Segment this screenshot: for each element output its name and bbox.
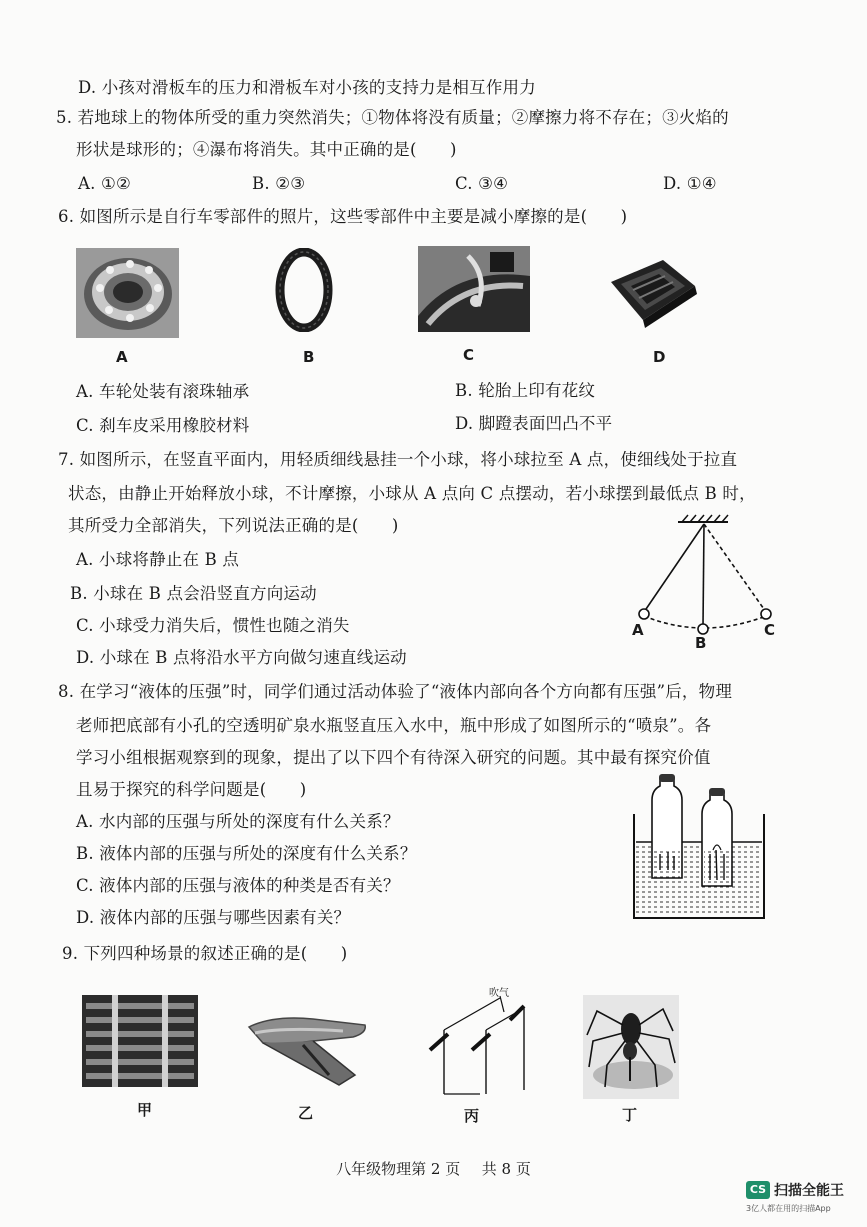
ball-bearing-photo <box>76 248 179 338</box>
q7-option-d: D. 小球在 B 点将沿水平方向做匀速直线运动 <box>76 648 407 667</box>
railway-sleepers-photo <box>82 995 198 1087</box>
watermark-name: 扫描全能王 <box>774 1183 844 1199</box>
q6-option-a: A. 车轮处装有滚珠轴承 <box>76 382 250 401</box>
q8-option-c: C. 液体内部的压强与液体的种类是否有关？ <box>76 876 400 895</box>
q7-option-b: B. 小球在 B 点会沿竖直方向运动 <box>70 584 317 603</box>
tire-photo <box>275 248 333 332</box>
q6-caption-b: B <box>303 348 315 366</box>
brake-photo <box>418 246 530 332</box>
mosquito-photo <box>583 995 679 1099</box>
pendulum-label-a: A <box>632 621 644 639</box>
watermark-tagline: 3亿人都在用的扫描App <box>746 1204 831 1213</box>
q7-option-c: C. 小球受力消失后，惯性也随之消失 <box>76 616 350 635</box>
pendulum-label-b: B <box>695 634 707 652</box>
q8-option-d: D. 液体内部的压强与哪些因素有关？ <box>76 908 351 927</box>
camscanner-logo-icon: CS <box>746 1181 770 1199</box>
q8-option-a: A. 水内部的压强与所处的深度有什么关系？ <box>76 812 400 831</box>
q9-caption-bing: 丙 <box>464 1107 480 1125</box>
q6-option-d: D. 脚蹬表面凹凸不平 <box>455 414 613 433</box>
q6-stem: 6. 如图所示是自行车零部件的照片，这些零部件中主要是减小摩擦的是( ) <box>58 207 628 226</box>
q4-option-d: D. 小孩对滑板车的压力和滑板车对小孩的支持力是相互作用力 <box>78 78 536 97</box>
q7-stem-1: 7. 如图所示，在竖直平面内，用轻质细线悬挂一个小球，将小球拉至 A 点，使细线处于拉直 <box>58 450 738 469</box>
q8-stem-3: 学习小组根据观察到的现象，提出了以下四个有待深入研究的问题。其中最有探究价值 <box>76 748 711 767</box>
page-footer <box>0 1158 867 1179</box>
q8-option-b: B. 液体内部的压强与所处的深度有什么关系？ <box>76 844 417 863</box>
scanner-watermark <box>746 1177 856 1221</box>
q5-option-d: D. ①④ <box>663 174 717 193</box>
q5-option-b: B. ②③ <box>252 174 306 193</box>
q7-stem-3: 其所受力全部消失，下列说法正确的是( ) <box>68 516 399 535</box>
q8-stem-4: 且易于探究的科学问题是( ) <box>76 780 307 799</box>
q7-option-a: A. 小球将静止在 B 点 <box>76 550 240 569</box>
q5-stem-1: 5. 若地球上的物体所受的重力突然消失；①物体将没有质量；②摩擦力将不存在；③火焰的 <box>56 108 729 127</box>
pedal-photo <box>603 252 701 332</box>
q6-caption-c: C <box>463 346 475 364</box>
q8-stem-1: 8. 在学习“液体的压强”时，同学们通过活动体验了“液体内部向各个方向都有压强”后，物理 <box>58 682 733 701</box>
bottle-fountain-diagram <box>630 770 770 922</box>
pendulum-label-c: C <box>764 621 776 639</box>
blow-air-label: 吹气 <box>489 988 509 999</box>
q6-caption-a: A <box>116 348 128 366</box>
footer-total: 共 8 页 <box>481 1160 531 1178</box>
q7-stem-2: 状态，由静止开始释放小球，不计摩擦，小球从 A 点向 C 点摆动，若小球摆到最低点 B 时， <box>68 484 756 503</box>
q5-stem-2: 形状是球形的；④瀑布将消失。其中正确的是( ) <box>76 140 457 159</box>
q5-option-c: C. ③④ <box>455 174 509 193</box>
q6-option-b: B. 轮胎上印有花纹 <box>455 381 596 400</box>
q9-caption-jia: 甲 <box>137 1101 153 1119</box>
wing-photo <box>243 1005 371 1093</box>
footer-page: 八年级物理第 2 页 <box>336 1160 461 1178</box>
q9-caption-ding: 丁 <box>622 1106 638 1124</box>
q6-option-c: C. 刹车皮采用橡胶材料 <box>76 416 250 435</box>
q5-option-a: A. ①② <box>78 174 131 193</box>
q8-stem-2: 老师把底部有小孔的空透明矿泉水瓶竖直压入水中，瓶中形成了如图所示的“喷泉”。各 <box>76 716 712 735</box>
q9-caption-yi: 乙 <box>298 1104 314 1122</box>
q9-stem: 9. 下列四种场景的叙述正确的是( ) <box>62 944 348 963</box>
paper-blow-diagram <box>420 990 530 1096</box>
q6-caption-d: D <box>653 348 666 366</box>
